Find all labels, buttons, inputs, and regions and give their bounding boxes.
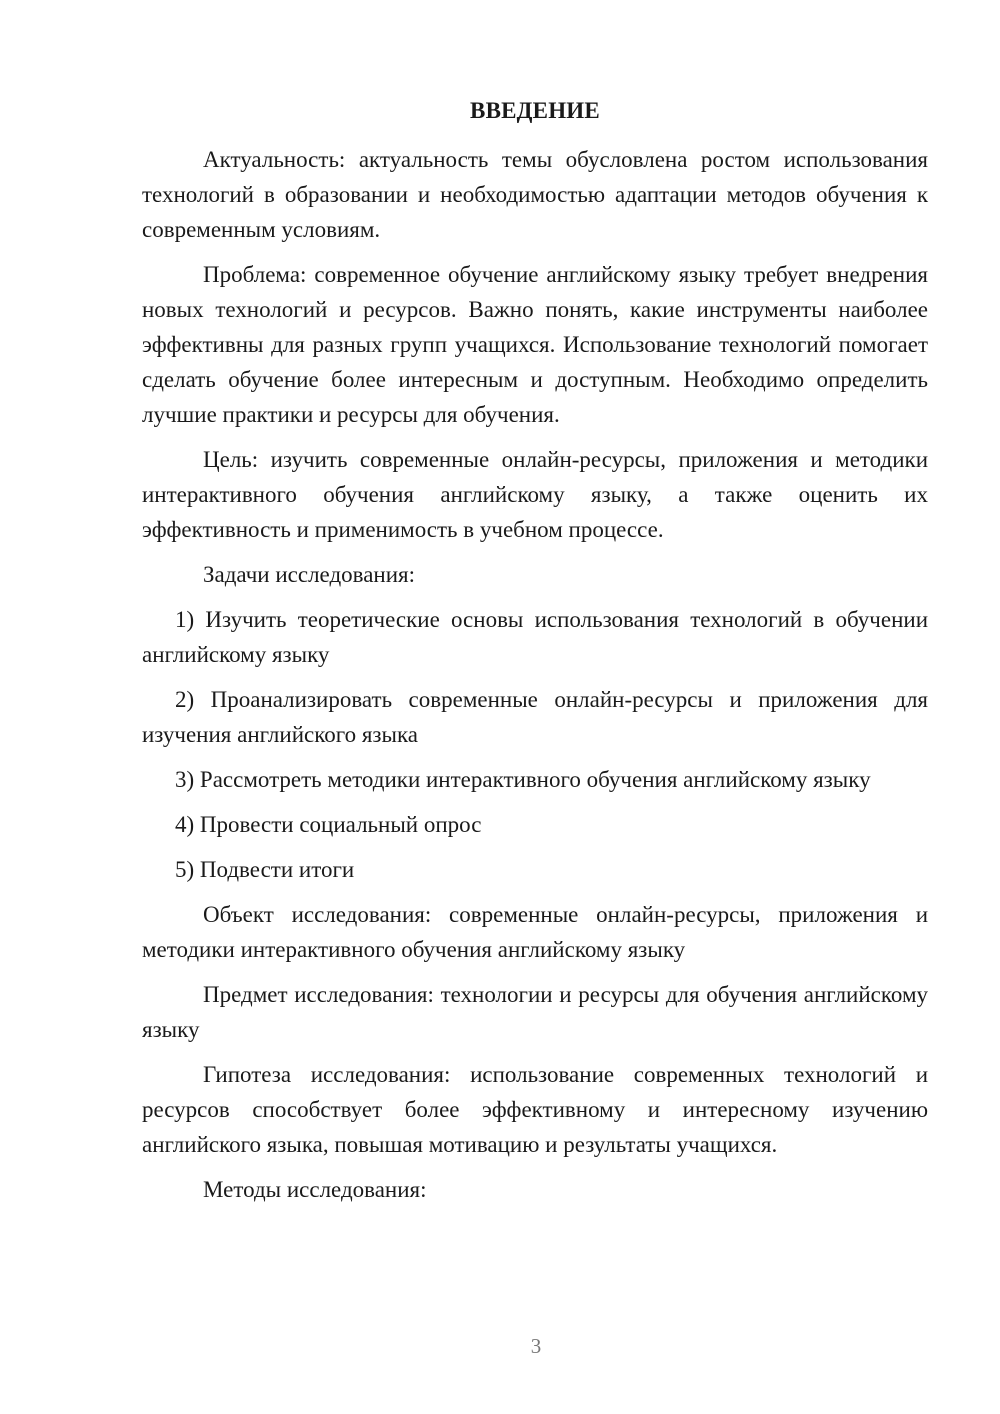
goal-paragraph: Цель: изучить современные онлайн-ресурсы, приложения и методики интерактивного обучения английскому языку, а также оценить их эффективность и применимость в учебном процессе.: [142, 447, 928, 542]
task-item-3: 3) Рассмотреть методики интерактивного обучения английскому языку: [175, 767, 871, 792]
page-title: ВВЕДЕНИЕ: [470, 98, 600, 123]
task-item-5: 5) Подвести итоги: [175, 857, 355, 882]
page-number: 3: [530, 1334, 542, 1358]
relevance-paragraph: Актуальность: актуальность темы обусловлена ростом использования технологий в образовании и необходимостью адаптации методов обучения к современным условиям.: [142, 147, 928, 242]
methods-heading: Методы исследования:: [203, 1177, 427, 1202]
task-item-1: 1) Изучить теоретические основы использования технологий в обучении английскому языку: [142, 607, 928, 667]
task-item-2: 2) Проанализировать современные онлайн-ресурсы и приложения для изучения английского языка: [142, 687, 928, 747]
subject-paragraph: Предмет исследования: технологии и ресурсы для обучения английскому языку: [142, 982, 928, 1042]
problem-paragraph: Проблема: современное обучение английскому языку требует внедрения новых технологий и ресурсов. Важно понять, какие инструменты наиболее эффективны для разных групп учащихся. Использование технологий помогает сделать обучение более интересным и доступным. Необходимо определить лучшие практики и ресурсы для обучения.: [142, 262, 928, 427]
object-paragraph: Объект исследования: современные онлайн-ресурсы, приложения и методики интерактивного обучения английскому языку: [142, 902, 928, 962]
task-item-4: 4) Провести социальный опрос: [175, 812, 482, 837]
tasks-heading: Задачи исследования:: [203, 562, 416, 587]
document-body: [142, 142, 928, 1217]
hypothesis-paragraph: Гипотеза исследования: использование современных технологий и ресурсов способствует более эффективному и интересному изучению английского языка, повышая мотивацию и результаты учащихся.: [142, 1062, 928, 1157]
